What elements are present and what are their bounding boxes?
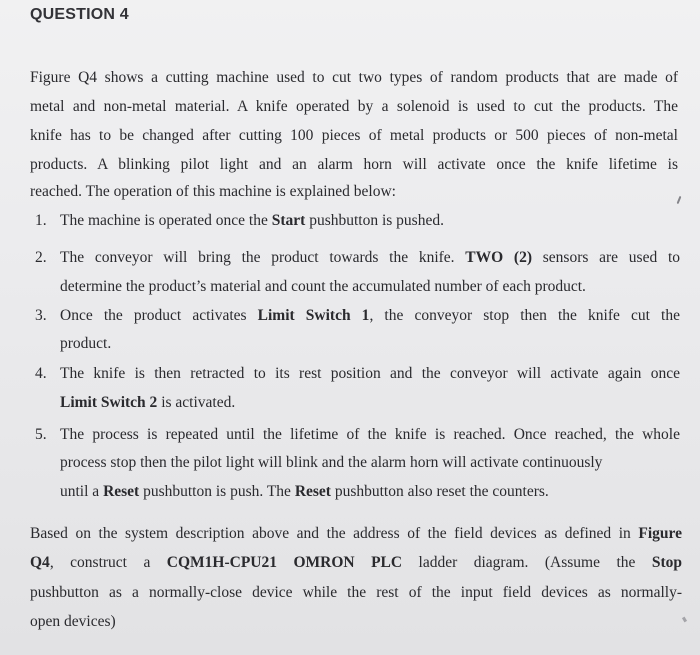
closing-line: Q4, construct a CQM1H-CPU21 OMRON PLC ladder diagram. (Assume the Stop	[30, 554, 682, 571]
closing-line: pushbutton as a normally-close device while the rest of the input field devices as normally-	[30, 584, 682, 601]
list-item-line: Limit Switch 2 is activated.	[60, 394, 236, 411]
list-item-line: process stop then the pilot light will blink and the alarm horn will activate continuously	[60, 454, 603, 471]
closing-line: open devices)	[30, 613, 116, 630]
list-item-line: determine the product’s material and count the accumulated number of each product.	[60, 278, 586, 295]
intro-line: Figure Q4 shows a cutting machine used to cut two types of random products that are made of	[30, 69, 678, 86]
list-item-line: The conveyor will bring the product towards the knife. TWO (2) sensors are used to	[60, 249, 680, 266]
question-heading: QUESTION 4	[30, 6, 129, 23]
list-number: 3.	[35, 307, 47, 324]
pen-mark	[677, 196, 682, 204]
list-item-line: product.	[60, 335, 112, 352]
list-item-line: until a Reset pushbutton is push. The Reset pushbutton also reset the counters.	[60, 483, 549, 500]
list-number: 4.	[35, 365, 47, 382]
list-item-line: The process is repeated until the lifetime of the knife is reached. Once reached, the whole	[60, 426, 680, 443]
intro-line: products. A blinking pilot light and an alarm horn will activate once the knife lifetime is	[30, 156, 678, 173]
list-item-line: Once the product activates Limit Switch 1, the conveyor stop then the knife cut the	[60, 307, 680, 324]
list-number: 2.	[35, 249, 47, 266]
pen-mark	[682, 617, 687, 623]
list-number: 5.	[35, 426, 47, 443]
list-number: 1.	[35, 212, 47, 229]
list-item-line: The knife is then retracted to its rest position and the conveyor will activate again once	[60, 365, 680, 382]
list-item-line: The machine is operated once the Start pushbutton is pushed.	[60, 212, 444, 229]
intro-line: reached. The operation of this machine is explained below:	[30, 183, 396, 200]
intro-line: knife has to be changed after cutting 100 pieces of metal products or 500 pieces of non-metal	[30, 127, 678, 144]
intro-line: metal and non-metal material. A knife operated by a solenoid is used to cut the products. The	[30, 98, 678, 115]
closing-line: Based on the system description above and the address of the field devices as defined in Figure	[30, 525, 682, 542]
